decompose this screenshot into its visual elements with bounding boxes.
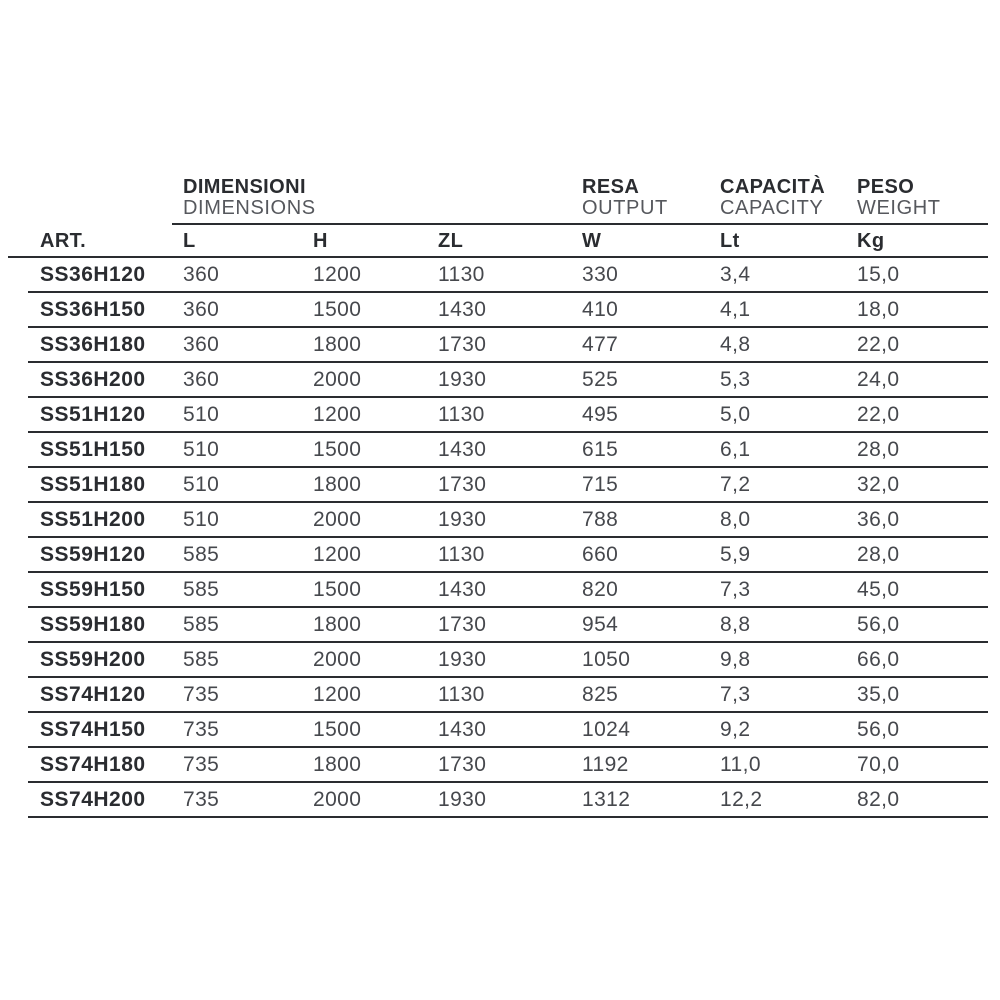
group-header-capacity-en: CAPACITY bbox=[720, 197, 824, 219]
cell-h: 1800 bbox=[313, 472, 362, 496]
column-header-art: ART. bbox=[40, 230, 87, 252]
cell-kg: 35,0 bbox=[857, 682, 900, 706]
column-header-zl: ZL bbox=[438, 230, 464, 252]
cell-h: 1200 bbox=[313, 542, 362, 566]
table-row bbox=[28, 398, 988, 433]
cell-w: 1024 bbox=[582, 717, 631, 741]
cell-lt: 8,0 bbox=[720, 507, 751, 531]
cell-lt: 4,8 bbox=[720, 332, 751, 356]
cell-art: SS59H180 bbox=[40, 612, 146, 636]
cell-w: 495 bbox=[582, 402, 619, 426]
cell-art: SS36H200 bbox=[40, 367, 146, 391]
table-row bbox=[28, 643, 988, 678]
table-row bbox=[28, 748, 988, 783]
cell-kg: 56,0 bbox=[857, 717, 900, 741]
cell-zl: 1130 bbox=[438, 542, 485, 566]
cell-l: 585 bbox=[183, 577, 220, 601]
cell-lt: 5,9 bbox=[720, 542, 751, 566]
cell-kg: 28,0 bbox=[857, 542, 900, 566]
cell-art: SS51H180 bbox=[40, 472, 146, 496]
cell-l: 735 bbox=[183, 717, 220, 741]
cell-kg: 32,0 bbox=[857, 472, 900, 496]
cell-art: SS36H150 bbox=[40, 297, 146, 321]
column-header-l: L bbox=[183, 230, 196, 252]
column-header-w: W bbox=[582, 230, 602, 252]
cell-w: 410 bbox=[582, 297, 619, 321]
cell-zl: 1930 bbox=[438, 787, 487, 811]
group-header-weight-en: WEIGHT bbox=[857, 197, 941, 219]
cell-art: SS36H180 bbox=[40, 332, 146, 356]
column-header-kg: Kg bbox=[857, 230, 885, 252]
cell-l: 735 bbox=[183, 752, 220, 776]
cell-h: 2000 bbox=[313, 367, 362, 391]
cell-h: 1500 bbox=[313, 717, 362, 741]
cell-zl: 1930 bbox=[438, 647, 487, 671]
cell-art: SS36H120 bbox=[40, 262, 146, 286]
cell-l: 735 bbox=[183, 682, 220, 706]
cell-zl: 1130 bbox=[438, 682, 485, 706]
cell-zl: 1430 bbox=[438, 717, 487, 741]
group-header-dimensions bbox=[183, 177, 316, 219]
cell-w: 525 bbox=[582, 367, 619, 391]
table-row bbox=[28, 608, 988, 643]
cell-art: SS51H200 bbox=[40, 507, 146, 531]
cell-zl: 1130 bbox=[438, 262, 485, 286]
cell-h: 1500 bbox=[313, 577, 362, 601]
cell-zl: 1130 bbox=[438, 402, 485, 426]
cell-lt: 7,3 bbox=[720, 577, 751, 601]
table-row bbox=[28, 293, 988, 328]
cell-lt: 12,2 bbox=[720, 787, 763, 811]
table-row bbox=[28, 503, 988, 538]
cell-w: 330 bbox=[582, 262, 619, 286]
cell-h: 1200 bbox=[313, 262, 362, 286]
cell-w: 660 bbox=[582, 542, 619, 566]
table-row bbox=[28, 258, 988, 293]
cell-lt: 9,8 bbox=[720, 647, 751, 671]
cell-zl: 1730 bbox=[438, 472, 487, 496]
cell-h: 1800 bbox=[313, 612, 362, 636]
cell-lt: 7,3 bbox=[720, 682, 751, 706]
cell-w: 1312 bbox=[582, 787, 631, 811]
cell-kg: 28,0 bbox=[857, 437, 900, 461]
cell-l: 585 bbox=[183, 612, 220, 636]
table-row bbox=[28, 433, 988, 468]
cell-l: 360 bbox=[183, 367, 220, 391]
group-header-weight-it: PESO bbox=[857, 176, 915, 198]
cell-w: 825 bbox=[582, 682, 619, 706]
cell-l: 585 bbox=[183, 542, 220, 566]
cell-h: 2000 bbox=[313, 787, 362, 811]
cell-kg: 45,0 bbox=[857, 577, 900, 601]
cell-zl: 1730 bbox=[438, 332, 487, 356]
cell-art: SS59H200 bbox=[40, 647, 146, 671]
cell-l: 510 bbox=[183, 437, 220, 461]
cell-l: 585 bbox=[183, 647, 220, 671]
cell-lt: 5,3 bbox=[720, 367, 751, 391]
table-row bbox=[28, 678, 988, 713]
table-row bbox=[28, 713, 988, 748]
cell-h: 1500 bbox=[313, 437, 362, 461]
cell-w: 954 bbox=[582, 612, 619, 636]
cell-kg: 36,0 bbox=[857, 507, 900, 531]
cell-kg: 82,0 bbox=[857, 787, 900, 811]
cell-art: SS51H120 bbox=[40, 402, 146, 426]
cell-art: SS51H150 bbox=[40, 437, 146, 461]
table-row bbox=[28, 783, 988, 818]
cell-h: 1500 bbox=[313, 297, 362, 321]
table-row bbox=[28, 573, 988, 608]
table-row bbox=[28, 363, 988, 398]
group-header-output-it: RESA bbox=[582, 176, 640, 198]
cell-lt: 8,8 bbox=[720, 612, 751, 636]
cell-w: 788 bbox=[582, 507, 619, 531]
cell-l: 510 bbox=[183, 472, 220, 496]
cell-kg: 70,0 bbox=[857, 752, 900, 776]
spec-table-body bbox=[28, 258, 988, 818]
cell-w: 477 bbox=[582, 332, 619, 356]
cell-art: SS74H150 bbox=[40, 717, 146, 741]
cell-w: 715 bbox=[582, 472, 619, 496]
table-row bbox=[28, 468, 988, 503]
group-header-underline bbox=[172, 223, 988, 225]
cell-l: 360 bbox=[183, 332, 220, 356]
table-row bbox=[28, 538, 988, 573]
cell-kg: 18,0 bbox=[857, 297, 900, 321]
group-header-capacity bbox=[720, 177, 825, 219]
cell-h: 1200 bbox=[313, 402, 362, 426]
cell-lt: 3,4 bbox=[720, 262, 751, 286]
cell-l: 360 bbox=[183, 297, 220, 321]
cell-h: 1800 bbox=[313, 332, 362, 356]
cell-l: 510 bbox=[183, 402, 220, 426]
group-header-weight bbox=[857, 177, 941, 219]
cell-lt: 4,1 bbox=[720, 297, 751, 321]
cell-w: 615 bbox=[582, 437, 619, 461]
cell-kg: 66,0 bbox=[857, 647, 900, 671]
cell-h: 2000 bbox=[313, 507, 362, 531]
cell-kg: 56,0 bbox=[857, 612, 900, 636]
group-header-capacity-it: CAPACITÀ bbox=[720, 176, 826, 198]
group-header-output-en: OUTPUT bbox=[582, 197, 668, 219]
cell-l: 360 bbox=[183, 262, 220, 286]
cell-h: 1800 bbox=[313, 752, 362, 776]
cell-zl: 1730 bbox=[438, 752, 487, 776]
cell-l: 735 bbox=[183, 787, 220, 811]
cell-lt: 5,0 bbox=[720, 402, 751, 426]
cell-art: SS74H200 bbox=[40, 787, 146, 811]
cell-zl: 1430 bbox=[438, 577, 487, 601]
cell-kg: 24,0 bbox=[857, 367, 900, 391]
cell-zl: 1930 bbox=[438, 507, 487, 531]
cell-w: 1192 bbox=[582, 752, 629, 776]
group-header-dimensions-it: DIMENSIONI bbox=[183, 176, 306, 198]
cell-kg: 15,0 bbox=[857, 262, 900, 286]
cell-zl: 1430 bbox=[438, 297, 487, 321]
column-header-h: H bbox=[313, 230, 328, 252]
cell-lt: 6,1 bbox=[720, 437, 751, 461]
column-header-lt: Lt bbox=[720, 230, 740, 252]
cell-zl: 1930 bbox=[438, 367, 487, 391]
cell-w: 820 bbox=[582, 577, 619, 601]
cell-h: 2000 bbox=[313, 647, 362, 671]
cell-art: SS74H180 bbox=[40, 752, 146, 776]
cell-w: 1050 bbox=[582, 647, 631, 671]
cell-l: 510 bbox=[183, 507, 220, 531]
table-row bbox=[28, 328, 988, 363]
cell-art: SS59H150 bbox=[40, 577, 146, 601]
cell-zl: 1730 bbox=[438, 612, 487, 636]
cell-kg: 22,0 bbox=[857, 402, 900, 426]
cell-art: SS59H120 bbox=[40, 542, 146, 566]
cell-lt: 9,2 bbox=[720, 717, 751, 741]
cell-zl: 1430 bbox=[438, 437, 487, 461]
cell-lt: 7,2 bbox=[720, 472, 751, 496]
group-header-output bbox=[582, 177, 668, 219]
group-header-dimensions-en: DIMENSIONS bbox=[183, 197, 316, 219]
cell-lt: 11,0 bbox=[720, 752, 761, 776]
cell-kg: 22,0 bbox=[857, 332, 900, 356]
cell-art: SS74H120 bbox=[40, 682, 146, 706]
cell-h: 1200 bbox=[313, 682, 362, 706]
